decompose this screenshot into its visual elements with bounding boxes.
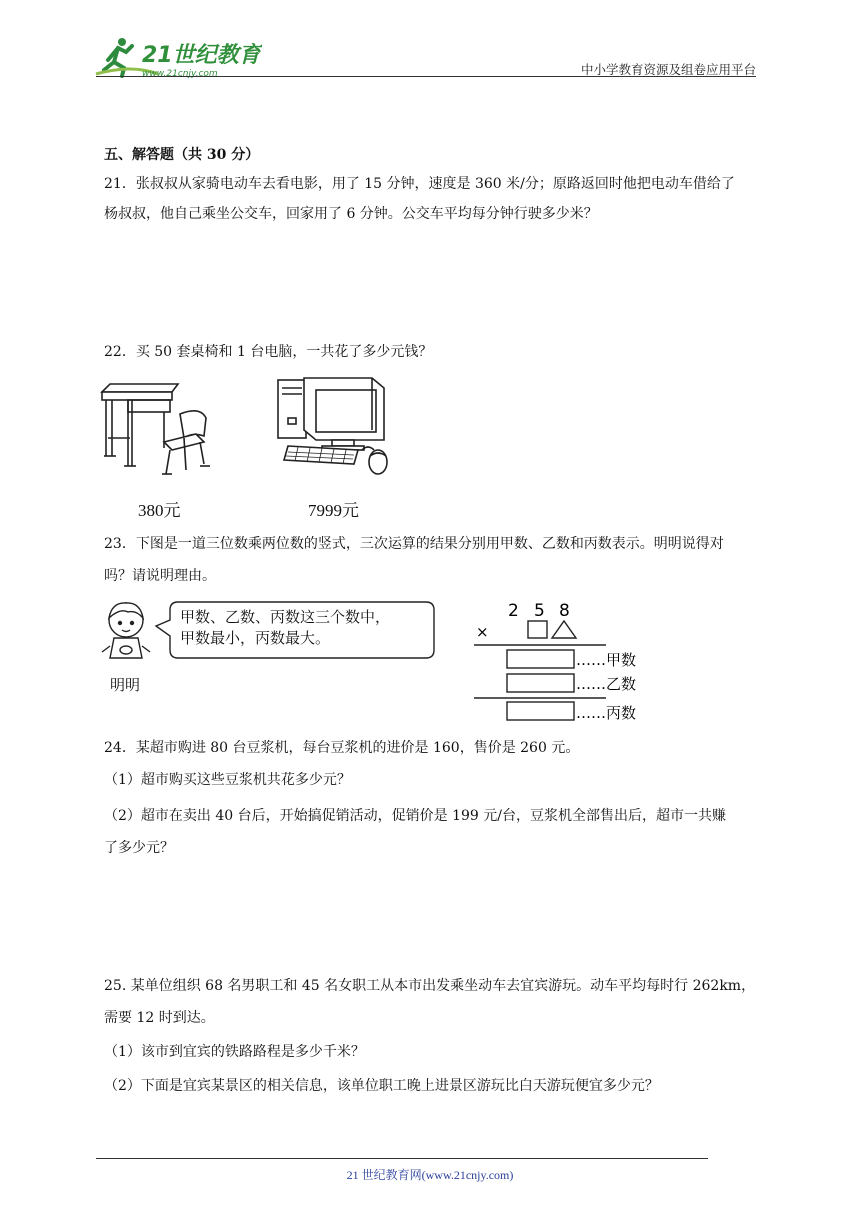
speech-line-1: 甲数、乙数、丙数这三个数中， [180, 608, 391, 626]
speaker-name: 明明 [110, 676, 141, 694]
times-sign: × [476, 623, 489, 641]
q25-sub-2: （2）下面是宜宾某景区的相关信息，该单位职工晚上进景区游玩比白天游玩便宜多少元？ [104, 1078, 659, 1094]
q23-line-1: 23．下图是一道三位数乘两位数的竖式，三次运算的结果分别用甲数、乙数和丙数表示。明明说得对 [104, 536, 724, 552]
logo-text: 21世纪教育 [142, 43, 261, 68]
q24-sub-2-line-1: （2）超市在卖出 40 台后，开始搞促销活动，促销价是 199 元/台，豆浆机全部售出后，超市一共赚 [104, 808, 726, 824]
box-jia [507, 650, 574, 668]
desk-chair-illustration [100, 378, 220, 488]
q25-sub-1: （1）该市到宜宾的铁路路程是多少千米？ [104, 1044, 365, 1060]
speech-line-2: 甲数最小，丙数最大。 [180, 629, 331, 647]
header-divider [96, 76, 756, 77]
q21-line-1: 21．张叔叔从家骑电动车去看电影，用了 15 分钟，速度是 360 米/分；原路返回时他把电动车借给了 [104, 176, 735, 192]
q24-sub-1: （1）超市购买这些豆浆机共花多少元？ [104, 772, 351, 788]
speech-text [180, 607, 390, 649]
q22-line-1: 22．买 50 套桌椅和 1 台电脑，一共花了多少元钱？ [104, 344, 433, 360]
box-yi [507, 674, 574, 692]
logo-url: www.21cnjy.com [142, 69, 218, 79]
footer-divider [96, 1158, 708, 1159]
footer-text[interactable]: 21 世纪教育网(www.21cnjy.com) [346, 1168, 514, 1182]
desk-price: 380元 [138, 501, 181, 520]
digit-hundreds: 2 [508, 601, 519, 621]
digit-ones: 8 [559, 601, 570, 621]
computer-price: 7999元 [308, 501, 359, 520]
computer-illustration [274, 374, 394, 478]
label-bing: ……丙数 [576, 704, 637, 722]
digit-tens: 5 [534, 601, 545, 621]
q25-line-1: 25. 某单位组织 68 名男职工和 45 名女职工从本市出发乘坐动车去宜宾游玩。动车平均每时行 262km， [104, 978, 756, 994]
q23-line-2: 吗？请说明理由。 [104, 568, 216, 584]
q24-sub-2-line-2: 了多少元？ [104, 840, 174, 856]
box-bing [507, 702, 574, 720]
vertical-multiplication [470, 596, 660, 726]
triangle-placeholder [552, 621, 576, 638]
q24-line-1: 24．某超市购进 80 台豆浆机，每台豆浆机的进价是 160，售价是 260 元。 [104, 740, 580, 756]
label-yi: ……乙数 [576, 675, 637, 693]
q25-line-2: 需要 12 时到达。 [104, 1010, 215, 1026]
label-jia: ……甲数 [576, 651, 637, 669]
site-logo [92, 34, 262, 80]
square-placeholder [528, 621, 547, 638]
platform-name: 中小学教育资源及组卷应用平台 [580, 62, 756, 77]
boy-icon [102, 603, 150, 658]
section-title: 五、解答题（共 30 分） [104, 147, 260, 163]
q21-line-2: 杨叔叔，他自己乘坐公交车，回家用了 6 分钟。公交车平均每分钟行驶多少米？ [104, 206, 598, 222]
